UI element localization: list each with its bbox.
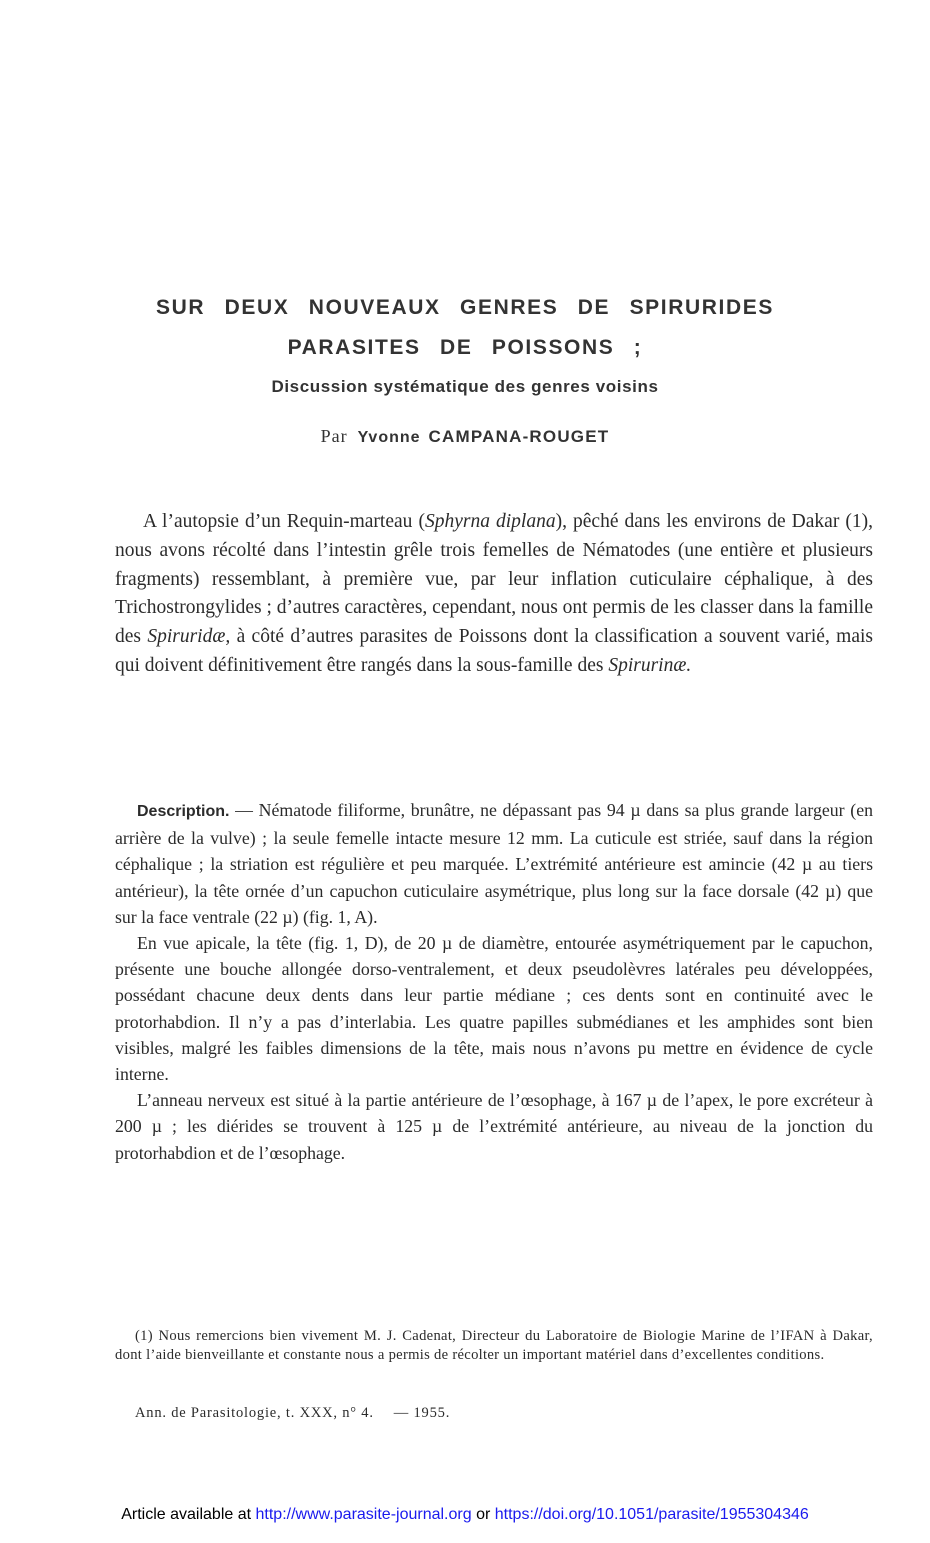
article-subtitle: Discussion systématique des genres voisins (271, 377, 659, 396)
subfamily-name: Spirurinæ. (608, 654, 692, 676)
description-paragraph-3: L’anneau nerveux est situé à la partie antérieure de l’œsophage, à 167 µ de l’apex, le pore excréteur à 200 µ ; les diérides se trouvent à 125 µ de l’extrémité antérieure, au niveau de la jonction du protorhabdion et de l’œsophage. (115, 1090, 873, 1163)
author-first-name: Yvonne (357, 429, 421, 446)
availability-banner (0, 1506, 930, 1524)
author-line (0, 426, 930, 447)
description-text-1: — Nématode filiforme, brunâtre, ne dépassant pas 94 µ dans sa plus grande largeur (en arrière de la vulve) ; la seule femelle intacte mesure 12 mm. La cuticule est striée, sauf dans la région céphalique ; la striation est régulière et peu marquée. L’extrémité antérieure est amincie (42 µ au tiers antérieur), la tête ornée d’un capuchon cuticulaire asymétrique, plus long sur la face dorsale (42 µ) que sur la face ventrale (22 µ) (fig. 1, A). (115, 800, 873, 927)
intro-text-a: A l’autopsie d’un Requin-marteau ( (143, 511, 425, 532)
description-heading: Description. (137, 803, 230, 820)
availability-prefix: Article available at (121, 1506, 256, 1523)
footnote-text: (1) Nous remercions bien vivement M. J. Cadenat, Directeur du Laboratoire de Biologie Marine de l’IFAN à Dakar, dont l’aide bienveillante et constante nous a permis de récolter un important matériel dans d’excellentes conditions. (115, 1328, 873, 1363)
article-title-line-2: PARASITES DE POISSONS ; (287, 336, 643, 359)
author-last-name: CAMPANA-ROUGET (428, 427, 610, 446)
author-prefix: Par (320, 426, 348, 446)
doi-link[interactable]: https://doi.org/10.1051/parasite/1955304346 (494, 1506, 809, 1523)
family-name: Spiruridæ, (147, 626, 231, 648)
journal-reference (115, 1405, 873, 1422)
journal-citation: Ann. de Parasitologie, t. XXX, n° 4. (135, 1405, 374, 1421)
description-paragraph-2: En vue apicale, la tête (fig. 1, D), de 20 µ de diamètre, entourée asymétriquement par le capuchon, présente une bouche allongée dorso-ventralement, et deux pseudolèvres latérales peu développées, possédant chacune deux dents dans leur partie médiane ; ces dents sont en continuité avec le protorhabdion. Il n’y a pas d’interlabia. Les quatre papilles submédianes et les amphides sont bien visibles, malgré les faibles dimensions de la tête, mais nous n’avons pu mettre en évidence de cycle interne. (115, 933, 873, 1085)
footnote (115, 1327, 873, 1365)
article-title-line-1: SUR DEUX NOUVEAUX GENRES DE SPIRURIDES (156, 296, 774, 319)
intro-text-c: à côté d’autres parasites de Poissons dont la classification a souvent varié, mais qui doivent définitivement être rangés dans la sous-famille des (115, 626, 873, 676)
availability-or: or (471, 1506, 495, 1523)
intro-section (115, 508, 873, 681)
journal-website-link[interactable]: http://www.parasite-journal.org (255, 1506, 472, 1523)
description-paragraph-1 (115, 797, 873, 930)
description-section (115, 797, 873, 1166)
species-name: Sphyrna diplana (424, 511, 556, 532)
intro-paragraph (115, 508, 873, 681)
intro-text-b: ), pêché dans les environs de Dakar (1), nous avons récolté dans l’intestin grêle trois femelles de Nématodes (une entière et plusieurs fragments) ressemblant, à première vue, par leur inflation cuticulaire céphalique, à des Trichostrongylides ; d’autres caractères, cependant, nous ont permis de les classer dans la famille des (115, 511, 873, 648)
journal-year: — 1955. (393, 1405, 451, 1421)
